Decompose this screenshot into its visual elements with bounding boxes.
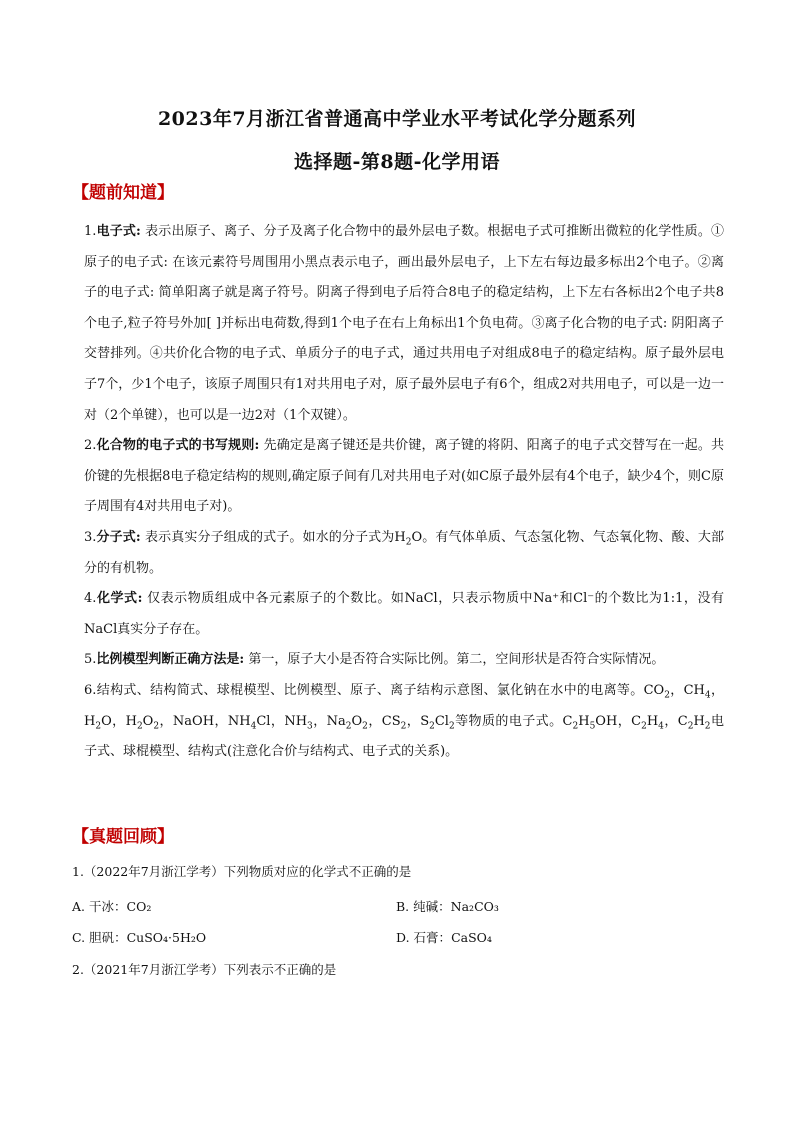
- knowledge-point: 1.电子式: 表示出原子、离子、分子及离子化合物中的最外层电子数。根据电子式可推断出微粒的化学性质。①原子的电子式: 在该元素符号周围用小黑点表示电子，画出最外层电子，上下左右每边最多标出2个电子。②离子的电子式: 简单阳离子就是离子符号。阴离子得到电子后符合8电子的稳定结构，上下左右各标出2个电子共8个电子,粒子符号外加[ ]并标出电荷数,得到1个电子在右上角标出1个负电荷。③离子化合物的电子式: 阴阳离子交替排列。④共价化合物的电子式、单质分子的电子式，通过共用电子对组成8电子的稳定结构。原子最外层电子7个，少1个电子，该原子周围只有1对共用电子对，原子最外层电子有6个，组成2对共用电子，可以是一边一对（2个单键），也可以是一边2对（1个双键）。: [84, 224, 724, 423]
- knowledge-point: 5.比例模型判断正确方法是: 第一，原子大小是否符合实际比例。第二，空间形状是否符合实际情况。: [84, 652, 665, 668]
- page-subtitle: 选择题-第8题-化学用语: [294, 151, 500, 173]
- question-stem: 2.（2021年7月浙江学考）下列表示不正确的是: [72, 962, 337, 977]
- option-c: C. 胆矾：CuSO₄·5H₂O: [72, 930, 207, 945]
- knowledge-point: 6.结构式、结构简式、球棍模型、比例模型、原子、离子结构示意图、氯化钠在水中的电离等。$CO_2$，$CH_4$，$H_2O$，$H_2O_2$，NaOH，$NH_4Cl$，$NH_3$，$Na_2O_2$，$CS_2$，$S_2Cl_2$等物质的电子式。$C_2H_5OH$，$C_2H_4$，$C_2H_2$电子式、球棍模型、结构式(注意化合价与结构式、电子式的关系)。: [84, 682, 724, 760]
- page-title: 2023年7月浙江省普通高中学业水平考试化学分题系列: [157, 108, 637, 130]
- section-heading-review: 【真题回顾】: [72, 827, 174, 847]
- question-stem: 1.（2022年7月浙江学考）下列物质对应的化学式不正确的是: [72, 864, 412, 879]
- knowledge-points: [84, 217, 724, 768]
- option-a: A. 干冰：CO₂: [72, 899, 152, 914]
- option-d: D. 石膏：CaSO₄: [396, 930, 492, 945]
- knowledge-point: 3.分子式: 表示真实分子组成的式子。如水的分子式为$H_2O$。有气体单质、气态氢化物、气态氧化物、酸、大部分的有机物。: [84, 529, 724, 576]
- knowledge-point: 4.化学式: 仅表示物质组成中各元素原子的个数比。如NaCl，只表示物质中Na⁺和Cl⁻的个数比为1:1，没有NaCl真实分子存在。: [84, 591, 724, 637]
- section-heading-pre-knowledge: 【题前知道】: [72, 183, 174, 203]
- knowledge-point: 2.化合物的电子式的书写规则: 先确定是离子键还是共价键，离子键的将阴、阳离子的电子式交替写在一起。共价键的先根据8电子稳定结构的规则,确定原子间有几对共用电子对(如C原子最外层有4个电子，缺少4个，则C原子周围有4对共用电子对)。: [84, 438, 724, 515]
- option-b: B. 纯碱：Na₂CO₃: [396, 899, 499, 914]
